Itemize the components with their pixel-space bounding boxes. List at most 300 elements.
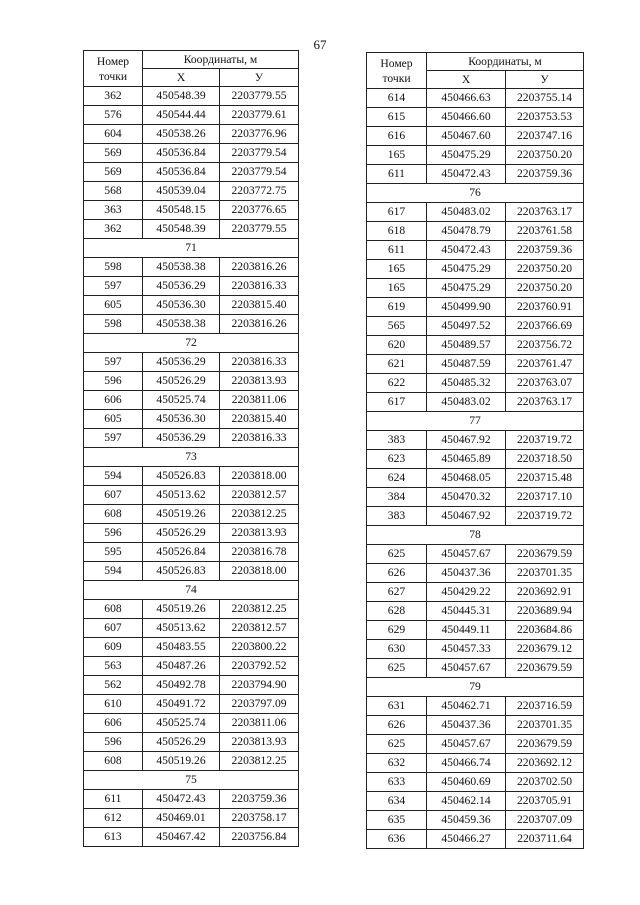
y-coordinate-cell: 2203811.06 — [220, 714, 299, 733]
group-header-row — [84, 448, 299, 467]
point-number-cell: 633 — [367, 773, 427, 792]
x-coordinate-cell: 450548.39 — [143, 87, 220, 106]
y-coordinate-cell: 2203753.53 — [506, 108, 584, 127]
y-coordinate-cell: 2203747.16 — [506, 127, 584, 146]
coordinates-table-left — [83, 50, 299, 847]
y-coordinate-cell: 2203684.86 — [506, 621, 584, 640]
table-row — [84, 201, 299, 220]
y-coordinate-cell: 2203719.72 — [506, 431, 584, 450]
table-row — [367, 431, 584, 450]
table-row — [84, 809, 299, 828]
x-coordinate-cell: 450445.31 — [427, 602, 506, 621]
header-x: Х — [143, 69, 220, 87]
y-coordinate-cell: 2203759.36 — [506, 241, 584, 260]
y-coordinate-cell: 2203761.47 — [506, 355, 584, 374]
y-coordinate-cell: 2203716.59 — [506, 697, 584, 716]
point-number-cell: 608 — [84, 600, 143, 619]
x-coordinate-cell: 450538.38 — [143, 315, 220, 334]
group-number: 77 — [367, 412, 584, 431]
table-row — [367, 716, 584, 735]
y-coordinate-cell: 2203816.26 — [220, 258, 299, 277]
x-coordinate-cell: 450472.43 — [143, 790, 220, 809]
y-coordinate-cell: 2203763.07 — [506, 374, 584, 393]
group-header-row — [84, 771, 299, 790]
point-number-cell: 627 — [367, 583, 427, 602]
x-coordinate-cell: 450513.62 — [143, 619, 220, 638]
y-coordinate-cell: 2203679.59 — [506, 659, 584, 678]
point-number-cell: 597 — [84, 277, 143, 296]
x-coordinate-cell: 450429.22 — [427, 583, 506, 602]
x-coordinate-cell: 450526.29 — [143, 733, 220, 752]
x-coordinate-cell: 450525.74 — [143, 714, 220, 733]
point-number-cell: 383 — [367, 507, 427, 526]
y-coordinate-cell: 2203761.58 — [506, 222, 584, 241]
table-row — [84, 752, 299, 771]
x-coordinate-cell: 450472.43 — [427, 165, 506, 184]
table-row — [84, 562, 299, 581]
y-coordinate-cell: 2203679.12 — [506, 640, 584, 659]
header-coordinates: Координаты, м — [427, 53, 584, 71]
point-number-cell: 576 — [84, 106, 143, 125]
y-coordinate-cell: 2203813.93 — [220, 524, 299, 543]
x-coordinate-cell: 450536.30 — [143, 296, 220, 315]
x-coordinate-cell: 450467.92 — [427, 431, 506, 450]
y-coordinate-cell: 2203794.90 — [220, 676, 299, 695]
point-number-cell: 626 — [367, 716, 427, 735]
y-coordinate-cell: 2203800.22 — [220, 638, 299, 657]
x-coordinate-cell: 450525.74 — [143, 391, 220, 410]
x-coordinate-cell: 450457.67 — [427, 545, 506, 564]
table-row — [367, 89, 584, 108]
table-row — [84, 638, 299, 657]
x-coordinate-cell: 450466.60 — [427, 108, 506, 127]
point-number-cell: 363 — [84, 201, 143, 220]
table-row — [84, 486, 299, 505]
point-number-cell: 628 — [367, 602, 427, 621]
group-header-row — [84, 334, 299, 353]
x-coordinate-cell: 450536.30 — [143, 410, 220, 429]
point-number-cell: 625 — [367, 659, 427, 678]
point-number-cell: 636 — [367, 830, 427, 849]
point-number-cell: 596 — [84, 524, 143, 543]
point-number-cell: 608 — [84, 505, 143, 524]
x-coordinate-cell: 450483.02 — [427, 203, 506, 222]
x-coordinate-cell: 450536.29 — [143, 277, 220, 296]
table-row — [84, 144, 299, 163]
group-number: 74 — [84, 581, 299, 600]
x-coordinate-cell: 450499.90 — [427, 298, 506, 317]
x-coordinate-cell: 450544.44 — [143, 106, 220, 125]
x-coordinate-cell: 450469.01 — [143, 809, 220, 828]
point-number-cell: 383 — [367, 431, 427, 450]
table-row — [367, 488, 584, 507]
y-coordinate-cell: 2203812.25 — [220, 600, 299, 619]
point-number-cell: 606 — [84, 714, 143, 733]
table-row — [367, 697, 584, 716]
table-row — [84, 277, 299, 296]
table-row — [367, 602, 584, 621]
point-number-cell: 632 — [367, 754, 427, 773]
point-number-cell: 615 — [367, 108, 427, 127]
point-number-cell: 605 — [84, 296, 143, 315]
point-number-cell: 629 — [367, 621, 427, 640]
group-number: 75 — [84, 771, 299, 790]
point-number-cell: 362 — [84, 220, 143, 239]
y-coordinate-cell: 2203813.93 — [220, 372, 299, 391]
y-coordinate-cell: 2203756.72 — [506, 336, 584, 355]
x-coordinate-cell: 450478.79 — [427, 222, 506, 241]
y-coordinate-cell: 2203816.78 — [220, 543, 299, 562]
y-coordinate-cell: 2203792.52 — [220, 657, 299, 676]
y-coordinate-cell: 2203692.91 — [506, 583, 584, 602]
x-coordinate-cell: 450489.57 — [427, 336, 506, 355]
y-coordinate-cell: 2203818.00 — [220, 467, 299, 486]
table-row — [367, 279, 584, 298]
point-number-cell: 634 — [367, 792, 427, 811]
table-row — [84, 106, 299, 125]
point-number-cell: 624 — [367, 469, 427, 488]
point-number-cell: 598 — [84, 315, 143, 334]
table-row — [367, 241, 584, 260]
table-row — [367, 203, 584, 222]
y-coordinate-cell: 2203818.00 — [220, 562, 299, 581]
y-coordinate-cell: 2203812.57 — [220, 486, 299, 505]
group-header-row — [367, 678, 584, 697]
group-header-row — [367, 184, 584, 203]
y-coordinate-cell: 2203776.96 — [220, 125, 299, 144]
table-row — [367, 507, 584, 526]
point-number-cell: 568 — [84, 182, 143, 201]
point-number-cell: 569 — [84, 144, 143, 163]
table-row — [367, 355, 584, 374]
point-number-cell: 562 — [84, 676, 143, 695]
table-row — [84, 410, 299, 429]
table-row — [367, 450, 584, 469]
point-number-cell: 596 — [84, 733, 143, 752]
table-row — [367, 298, 584, 317]
table-row — [84, 543, 299, 562]
table-row — [84, 258, 299, 277]
y-coordinate-cell: 2203812.25 — [220, 752, 299, 771]
coordinates-table-right — [366, 52, 584, 849]
x-coordinate-cell: 450437.36 — [427, 716, 506, 735]
y-coordinate-cell: 2203779.55 — [220, 87, 299, 106]
y-coordinate-cell: 2203755.14 — [506, 89, 584, 108]
x-coordinate-cell: 450539.04 — [143, 182, 220, 201]
group-number: 71 — [84, 239, 299, 258]
table-row — [84, 296, 299, 315]
table-row — [367, 583, 584, 602]
y-coordinate-cell: 2203679.59 — [506, 545, 584, 564]
point-number-cell: 165 — [367, 279, 427, 298]
x-coordinate-cell: 450462.71 — [427, 697, 506, 716]
x-coordinate-cell: 450457.67 — [427, 735, 506, 754]
header-coordinates: Координаты, м — [143, 51, 299, 69]
y-coordinate-cell: 2203815.40 — [220, 410, 299, 429]
x-coordinate-cell: 450536.29 — [143, 353, 220, 372]
y-coordinate-cell: 2203750.20 — [506, 260, 584, 279]
x-coordinate-cell: 450470.32 — [427, 488, 506, 507]
x-coordinate-cell: 450472.43 — [427, 241, 506, 260]
x-coordinate-cell: 450526.29 — [143, 524, 220, 543]
point-number-cell: 625 — [367, 735, 427, 754]
y-coordinate-cell: 2203776.65 — [220, 201, 299, 220]
y-coordinate-cell: 2203815.40 — [220, 296, 299, 315]
table-row — [367, 830, 584, 849]
table-body — [367, 89, 584, 849]
y-coordinate-cell: 2203812.25 — [220, 505, 299, 524]
y-coordinate-cell: 2203705.91 — [506, 792, 584, 811]
header-x: Х — [427, 71, 506, 89]
y-coordinate-cell: 2203715.48 — [506, 469, 584, 488]
point-number-cell: 617 — [367, 203, 427, 222]
point-number-cell: 608 — [84, 752, 143, 771]
y-coordinate-cell: 2203711.64 — [506, 830, 584, 849]
table-row — [84, 315, 299, 334]
table-row — [367, 260, 584, 279]
x-coordinate-cell: 450519.26 — [143, 600, 220, 619]
table-row — [84, 828, 299, 847]
point-number-cell: 594 — [84, 467, 143, 486]
table-row — [84, 182, 299, 201]
table-row — [367, 393, 584, 412]
table-row — [367, 735, 584, 754]
table-row — [84, 220, 299, 239]
header-y: У — [506, 71, 584, 89]
x-coordinate-cell: 450460.69 — [427, 773, 506, 792]
y-coordinate-cell: 2203779.54 — [220, 144, 299, 163]
x-coordinate-cell: 450519.26 — [143, 505, 220, 524]
y-coordinate-cell: 2203750.20 — [506, 279, 584, 298]
y-coordinate-cell: 2203813.93 — [220, 733, 299, 752]
table-row — [367, 545, 584, 564]
x-coordinate-cell: 450475.29 — [427, 260, 506, 279]
x-coordinate-cell: 450538.26 — [143, 125, 220, 144]
table-row — [84, 467, 299, 486]
x-coordinate-cell: 450526.29 — [143, 372, 220, 391]
x-coordinate-cell: 450467.42 — [143, 828, 220, 847]
table-row — [84, 505, 299, 524]
y-coordinate-cell: 2203763.17 — [506, 393, 584, 412]
point-number-cell: 596 — [84, 372, 143, 391]
y-coordinate-cell: 2203759.36 — [220, 790, 299, 809]
y-coordinate-cell: 2203707.09 — [506, 811, 584, 830]
y-coordinate-cell: 2203760.91 — [506, 298, 584, 317]
x-coordinate-cell: 450468.05 — [427, 469, 506, 488]
x-coordinate-cell: 450526.84 — [143, 543, 220, 562]
y-coordinate-cell: 2203766.69 — [506, 317, 584, 336]
x-coordinate-cell: 450475.29 — [427, 146, 506, 165]
x-coordinate-cell: 450487.26 — [143, 657, 220, 676]
y-coordinate-cell: 2203779.55 — [220, 220, 299, 239]
point-number-cell: 604 — [84, 125, 143, 144]
table-row — [84, 733, 299, 752]
table-row — [84, 524, 299, 543]
y-coordinate-cell: 2203779.54 — [220, 163, 299, 182]
table-row — [84, 391, 299, 410]
point-number-cell: 165 — [367, 146, 427, 165]
point-number-cell: 612 — [84, 809, 143, 828]
y-coordinate-cell: 2203797.09 — [220, 695, 299, 714]
x-coordinate-cell: 450483.02 — [427, 393, 506, 412]
header-point-number: Номер точки — [84, 51, 143, 87]
group-header-row — [84, 239, 299, 258]
x-coordinate-cell: 450548.15 — [143, 201, 220, 220]
y-coordinate-cell: 2203772.75 — [220, 182, 299, 201]
point-number-cell: 594 — [84, 562, 143, 581]
point-number-cell: 631 — [367, 697, 427, 716]
table-row — [84, 714, 299, 733]
table-row — [84, 372, 299, 391]
table-row — [84, 163, 299, 182]
table-row — [84, 695, 299, 714]
group-number: 72 — [84, 334, 299, 353]
point-number-cell: 565 — [367, 317, 427, 336]
point-number-cell: 617 — [367, 393, 427, 412]
y-coordinate-cell: 2203756.84 — [220, 828, 299, 847]
table-body — [84, 87, 299, 847]
point-number-cell: 595 — [84, 543, 143, 562]
group-number: 78 — [367, 526, 584, 545]
x-coordinate-cell: 450483.55 — [143, 638, 220, 657]
point-number-cell: 607 — [84, 486, 143, 505]
point-number-cell: 620 — [367, 336, 427, 355]
group-number: 79 — [367, 678, 584, 697]
table-row — [367, 754, 584, 773]
x-coordinate-cell: 450459.36 — [427, 811, 506, 830]
table-row — [367, 127, 584, 146]
point-number-cell: 598 — [84, 258, 143, 277]
point-number-cell: 362 — [84, 87, 143, 106]
point-number-cell: 611 — [367, 165, 427, 184]
table-row — [367, 222, 584, 241]
point-number-cell: 611 — [367, 241, 427, 260]
table-row — [84, 353, 299, 372]
point-number-cell: 569 — [84, 163, 143, 182]
table-row — [367, 811, 584, 830]
point-number-cell: 625 — [367, 545, 427, 564]
x-coordinate-cell: 450467.60 — [427, 127, 506, 146]
x-coordinate-cell: 450536.84 — [143, 163, 220, 182]
table-row — [84, 676, 299, 695]
y-coordinate-cell: 2203702.50 — [506, 773, 584, 792]
table-row — [84, 125, 299, 144]
y-coordinate-cell: 2203679.59 — [506, 735, 584, 754]
point-number-cell: 607 — [84, 619, 143, 638]
group-header-row — [367, 526, 584, 545]
x-coordinate-cell: 450491.72 — [143, 695, 220, 714]
table-row — [367, 621, 584, 640]
x-coordinate-cell: 450548.39 — [143, 220, 220, 239]
y-coordinate-cell: 2203701.35 — [506, 564, 584, 583]
point-number-cell: 563 — [84, 657, 143, 676]
y-coordinate-cell: 2203717.10 — [506, 488, 584, 507]
point-number-cell: 609 — [84, 638, 143, 657]
point-number-cell: 597 — [84, 353, 143, 372]
x-coordinate-cell: 450497.52 — [427, 317, 506, 336]
header-point-number: Номер точки — [367, 53, 427, 89]
header-y: У — [220, 69, 299, 87]
x-coordinate-cell: 450513.62 — [143, 486, 220, 505]
y-coordinate-cell: 2203718.50 — [506, 450, 584, 469]
x-coordinate-cell: 450538.38 — [143, 258, 220, 277]
x-coordinate-cell: 450457.67 — [427, 659, 506, 678]
x-coordinate-cell: 450536.84 — [143, 144, 220, 163]
point-number-cell: 614 — [367, 89, 427, 108]
point-number-cell: 384 — [367, 488, 427, 507]
table-row — [84, 600, 299, 619]
table-row — [367, 659, 584, 678]
point-number-cell: 611 — [84, 790, 143, 809]
group-header-row — [367, 412, 584, 431]
table-row — [367, 374, 584, 393]
y-coordinate-cell: 2203816.33 — [220, 277, 299, 296]
x-coordinate-cell: 450492.78 — [143, 676, 220, 695]
page-number: 67 — [313, 37, 327, 52]
y-coordinate-cell: 2203816.33 — [220, 353, 299, 372]
table-row — [367, 336, 584, 355]
point-number-cell: 626 — [367, 564, 427, 583]
y-coordinate-cell: 2203758.17 — [220, 809, 299, 828]
point-number-cell: 606 — [84, 391, 143, 410]
table-row — [367, 469, 584, 488]
x-coordinate-cell: 450526.83 — [143, 467, 220, 486]
y-coordinate-cell: 2203763.17 — [506, 203, 584, 222]
x-coordinate-cell: 450437.36 — [427, 564, 506, 583]
group-number: 76 — [367, 184, 584, 203]
x-coordinate-cell: 450457.33 — [427, 640, 506, 659]
table-row — [367, 564, 584, 583]
group-number: 73 — [84, 448, 299, 467]
point-number-cell: 610 — [84, 695, 143, 714]
y-coordinate-cell: 2203811.06 — [220, 391, 299, 410]
y-coordinate-cell: 2203759.36 — [506, 165, 584, 184]
y-coordinate-cell: 2203701.35 — [506, 716, 584, 735]
table-row — [84, 657, 299, 676]
y-coordinate-cell: 2203719.72 — [506, 507, 584, 526]
table-row — [84, 619, 299, 638]
x-coordinate-cell: 450519.26 — [143, 752, 220, 771]
x-coordinate-cell: 450487.59 — [427, 355, 506, 374]
table-row — [367, 640, 584, 659]
point-number-cell: 618 — [367, 222, 427, 241]
point-number-cell: 622 — [367, 374, 427, 393]
x-coordinate-cell: 450466.74 — [427, 754, 506, 773]
x-coordinate-cell: 450526.83 — [143, 562, 220, 581]
table-row — [84, 87, 299, 106]
point-number-cell: 616 — [367, 127, 427, 146]
table-row — [367, 108, 584, 127]
y-coordinate-cell: 2203692.12 — [506, 754, 584, 773]
x-coordinate-cell: 450465.89 — [427, 450, 506, 469]
y-coordinate-cell: 2203812.57 — [220, 619, 299, 638]
x-coordinate-cell: 450462.14 — [427, 792, 506, 811]
point-number-cell: 623 — [367, 450, 427, 469]
table-row — [367, 792, 584, 811]
y-coordinate-cell: 2203689.94 — [506, 602, 584, 621]
point-number-cell: 630 — [367, 640, 427, 659]
point-number-cell: 597 — [84, 429, 143, 448]
x-coordinate-cell: 450449.11 — [427, 621, 506, 640]
table-row — [367, 146, 584, 165]
table-row — [84, 429, 299, 448]
y-coordinate-cell: 2203816.33 — [220, 429, 299, 448]
point-number-cell: 635 — [367, 811, 427, 830]
y-coordinate-cell: 2203750.20 — [506, 146, 584, 165]
point-number-cell: 619 — [367, 298, 427, 317]
table-row — [367, 165, 584, 184]
point-number-cell: 613 — [84, 828, 143, 847]
